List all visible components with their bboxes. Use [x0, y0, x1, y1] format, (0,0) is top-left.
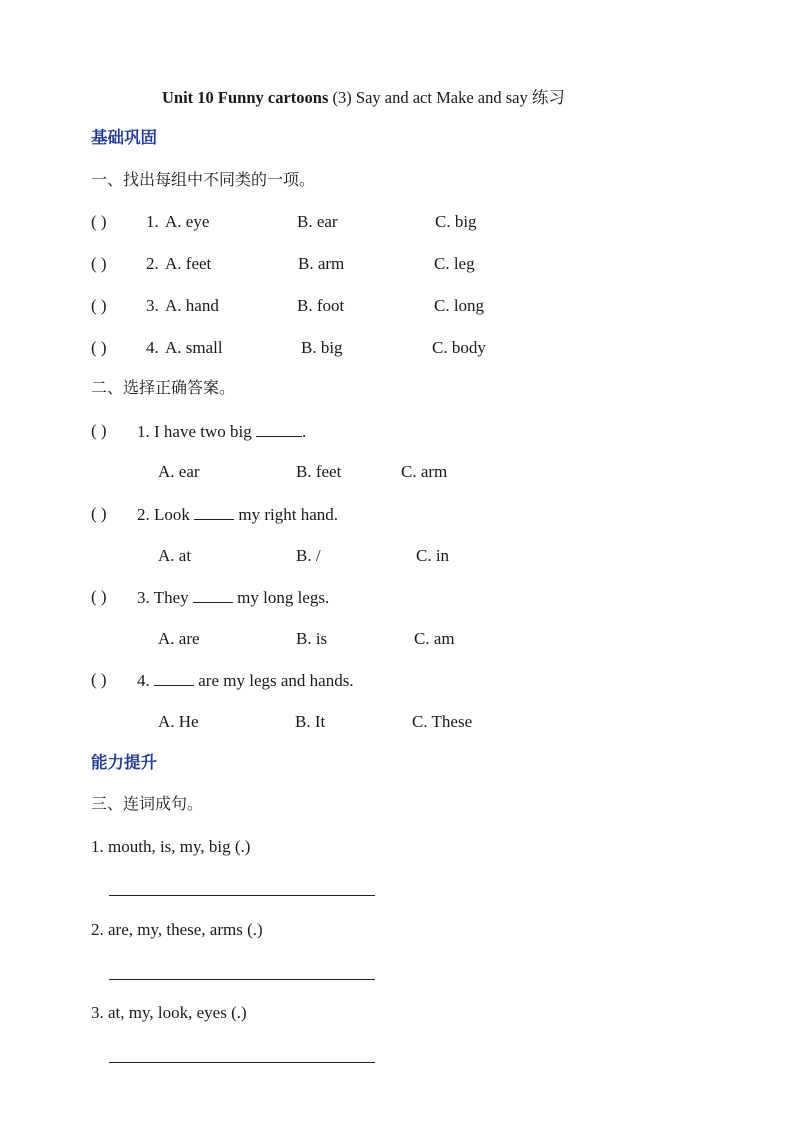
question-pre: 3. They — [137, 588, 193, 607]
page-title — [162, 88, 565, 108]
question-text — [137, 504, 338, 525]
answer-paren[interactable]: ( ) — [91, 587, 107, 606]
item-number: 4. — [146, 338, 159, 357]
option-c: C. leg — [434, 254, 475, 273]
question-pre: 4. — [137, 671, 154, 690]
section-heading-advanced: 能力提升 — [91, 753, 157, 772]
option-b: B. foot — [297, 296, 345, 315]
option-b: B. is — [296, 629, 328, 648]
option-b: B. / — [296, 546, 321, 565]
option-b: B. arm — [298, 254, 345, 273]
section-heading-basic: 基础巩固 — [91, 128, 157, 147]
option-a: A. He — [158, 712, 199, 731]
part2-instruction: 二、选择正确答案。 — [91, 378, 236, 397]
option-a: A. ear — [158, 462, 200, 481]
option-c: C. These — [412, 712, 473, 731]
question-text — [137, 587, 329, 608]
option-a: A. small — [165, 338, 223, 357]
fill-blank[interactable] — [193, 587, 233, 603]
fill-blank[interactable] — [154, 670, 194, 686]
option-a: A. hand — [165, 296, 219, 315]
answer-paren[interactable]: ( ) — [91, 504, 107, 523]
answer-line[interactable] — [109, 895, 375, 896]
page-title-bold: Unit 10 Funny cartoons — [162, 88, 329, 107]
answer-paren[interactable]: ( ) — [91, 421, 107, 440]
question-post: are my legs and hands. — [194, 671, 354, 690]
answer-paren[interactable]: ( ) — [91, 254, 107, 273]
question-text — [137, 670, 354, 691]
part1-instruction: 一、找出每组中不同类的一项。 — [91, 170, 316, 189]
answer-line[interactable] — [109, 1062, 375, 1063]
option-c: C. big — [435, 212, 477, 231]
option-c: C. am — [414, 629, 455, 648]
option-a: A. at — [158, 546, 192, 565]
option-c: C. arm — [401, 462, 448, 481]
scramble-prompt: 3. at, my, look, eyes (.) — [91, 1003, 247, 1022]
option-a: A. eye — [165, 212, 210, 231]
option-a: A. are — [158, 629, 200, 648]
scramble-prompt: 1. mouth, is, my, big (.) — [91, 837, 251, 856]
option-c: C. body — [432, 338, 486, 357]
question-text — [137, 421, 306, 442]
fill-blank[interactable] — [194, 504, 234, 520]
option-b: B. big — [301, 338, 343, 357]
option-a: A. feet — [165, 254, 212, 273]
question-post: my right hand. — [234, 505, 339, 524]
option-b: B. ear — [297, 212, 338, 231]
answer-line[interactable] — [109, 979, 375, 980]
part3-instruction: 三、连词成句。 — [91, 794, 204, 813]
answer-paren[interactable]: ( ) — [91, 338, 107, 357]
option-c: C. long — [434, 296, 485, 315]
answer-paren[interactable]: ( ) — [91, 296, 107, 315]
option-c: C. in — [416, 546, 450, 565]
fill-blank[interactable] — [256, 421, 302, 437]
item-number: 1. — [146, 212, 159, 231]
page-title-rest: (3) Say and act Make and say 练习 — [328, 88, 565, 107]
answer-paren[interactable]: ( ) — [91, 670, 107, 689]
question-pre: 2. Look — [137, 505, 195, 524]
question-post: . — [301, 422, 307, 441]
option-b: B. It — [295, 712, 326, 731]
question-pre: 1. I have two big — [137, 422, 256, 441]
answer-paren[interactable]: ( ) — [91, 212, 107, 231]
item-number: 3. — [146, 296, 159, 315]
scramble-prompt: 2. are, my, these, arms (.) — [91, 920, 263, 939]
question-post: my long legs. — [232, 588, 330, 607]
option-b: B. feet — [296, 462, 342, 481]
item-number: 2. — [146, 254, 159, 273]
